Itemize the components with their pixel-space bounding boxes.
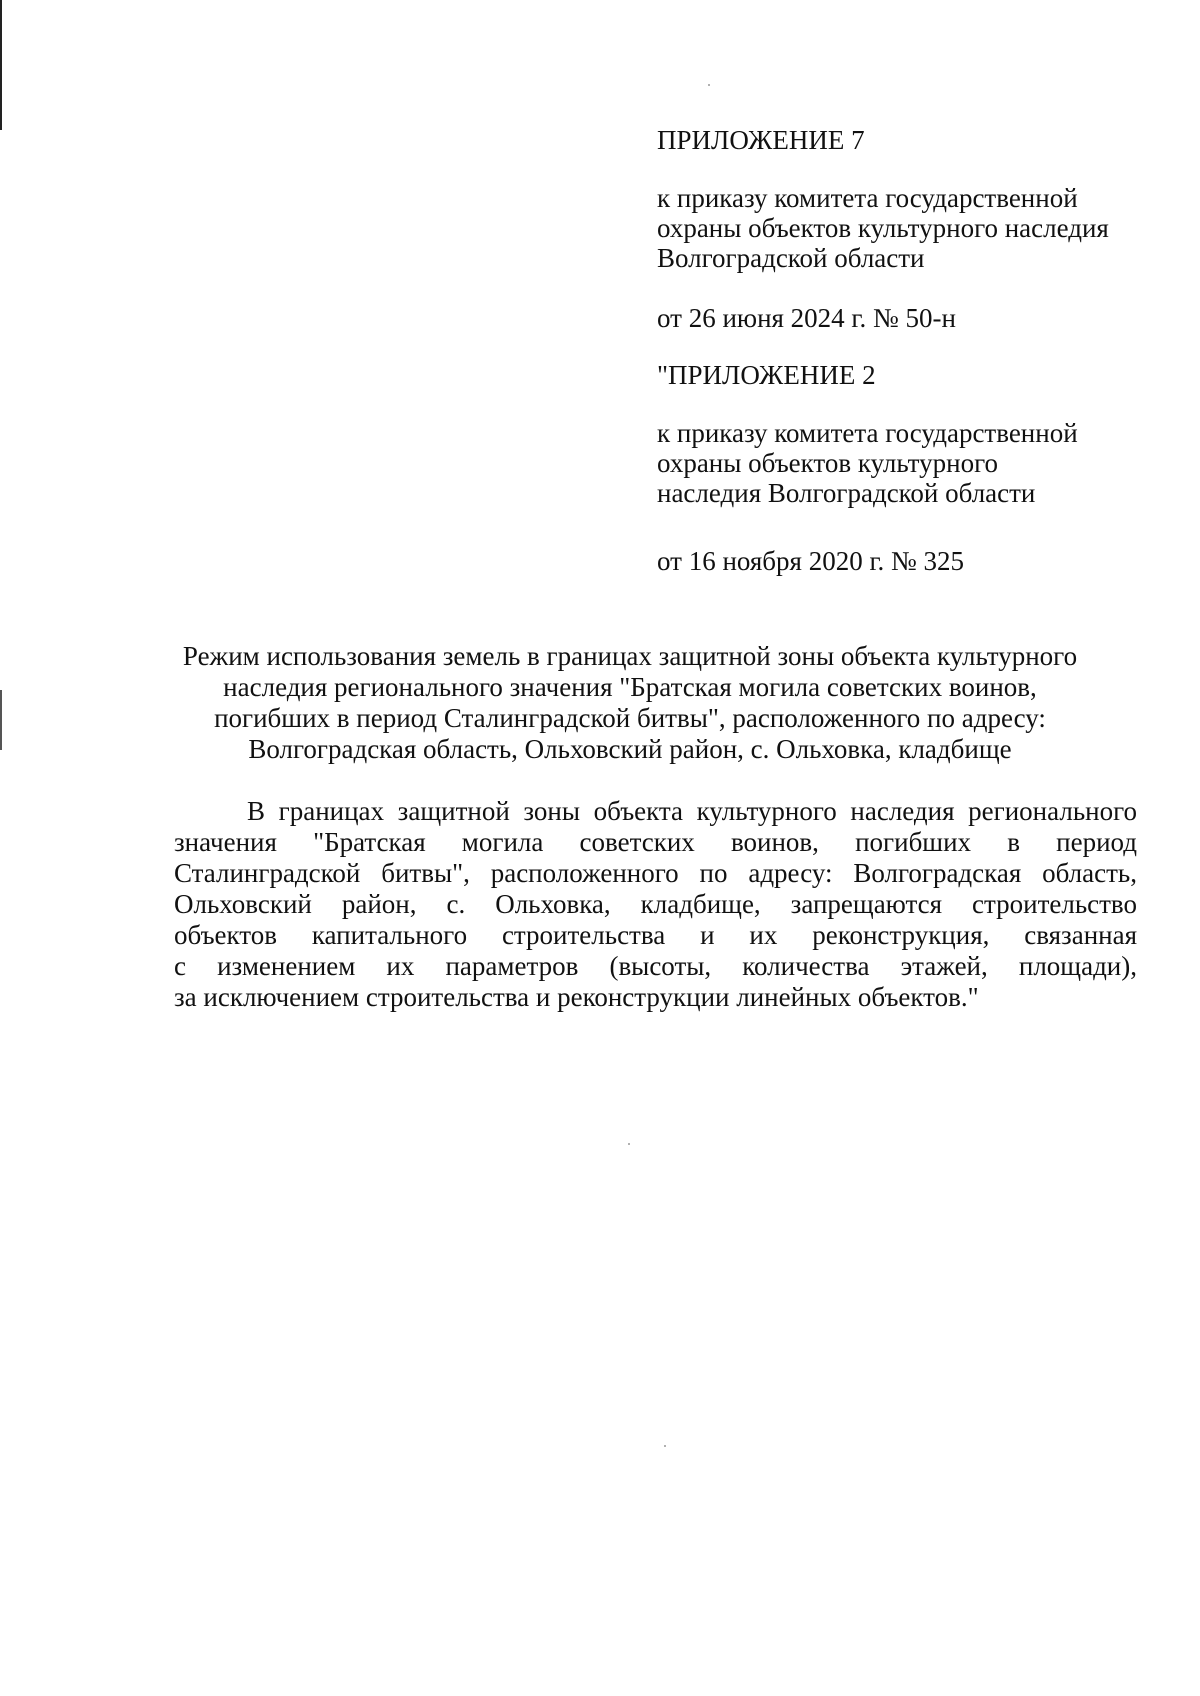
appendix-ref-line: к приказу комитета государственной [657,183,1078,213]
original-appendix-ref-line: к приказу комитета государственной [657,418,1078,448]
regime-title [150,641,1110,765]
regime-title-line: Волгоградская область, Ольховский район, с. Ольховка, кладбище [248,734,1012,764]
original-appendix-ref-line: наследия Волгоградской области [657,478,1036,508]
regime-title-line: наследия регионального значения "Братская могила советских воинов, [223,672,1037,702]
scan-page-edge [0,0,2,130]
regime-title-line: погибших в период Сталинградской битвы", расположенного по адресу: [214,703,1046,733]
scan-speck [708,84,710,86]
body-line: с изменением их параметров (высоты, количества этажей, площади), [174,951,1137,981]
appendix-title: ПРИЛОЖЕНИЕ 7 [657,125,865,155]
body-line: за исключением строительства и реконструкции линейных объектов." [174,982,979,1012]
regime-body-paragraph [174,796,1137,1013]
original-appendix-ref-line: охраны объектов культурного [657,448,998,478]
appendix-block [657,125,1137,155]
appendix-date-block [657,303,1137,333]
original-appendix-date: от 16 ноября 2020 г. № 325 [657,546,964,576]
scan-speck [664,1445,666,1447]
original-appendix-block [657,360,1137,390]
appendix-ref-line: охраны объектов культурного наследия [657,213,1109,243]
original-appendix-title: "ПРИЛОЖЕНИЕ 2 [657,360,876,390]
body-line: В границах защитной зоны объекта культурного наследия регионального [247,796,1137,826]
appendix-reference [657,183,1137,273]
appendix-date: от 26 июня 2024 г. № 50-н [657,303,956,333]
original-appendix-date-block [657,546,1137,576]
appendix-ref-line: Волгоградской области [657,243,925,273]
original-appendix-reference [657,418,1137,508]
body-line: Сталинградской битвы", расположенного по адресу: Волгоградская область, [174,858,1137,888]
scan-speck [628,1143,630,1145]
body-line: объектов капитального строительства и их реконструкция, связанная [174,920,1137,950]
body-line: Ольховский район, с. Ольховка, кладбище, запрещаются строительство [174,889,1137,919]
regime-title-line: Режим использования земель в границах защитной зоны объекта культурного [182,641,1078,671]
body-line: значения "Братская могила советских воинов, погибших в период [174,827,1137,857]
scan-page-edge-lower [0,690,2,750]
